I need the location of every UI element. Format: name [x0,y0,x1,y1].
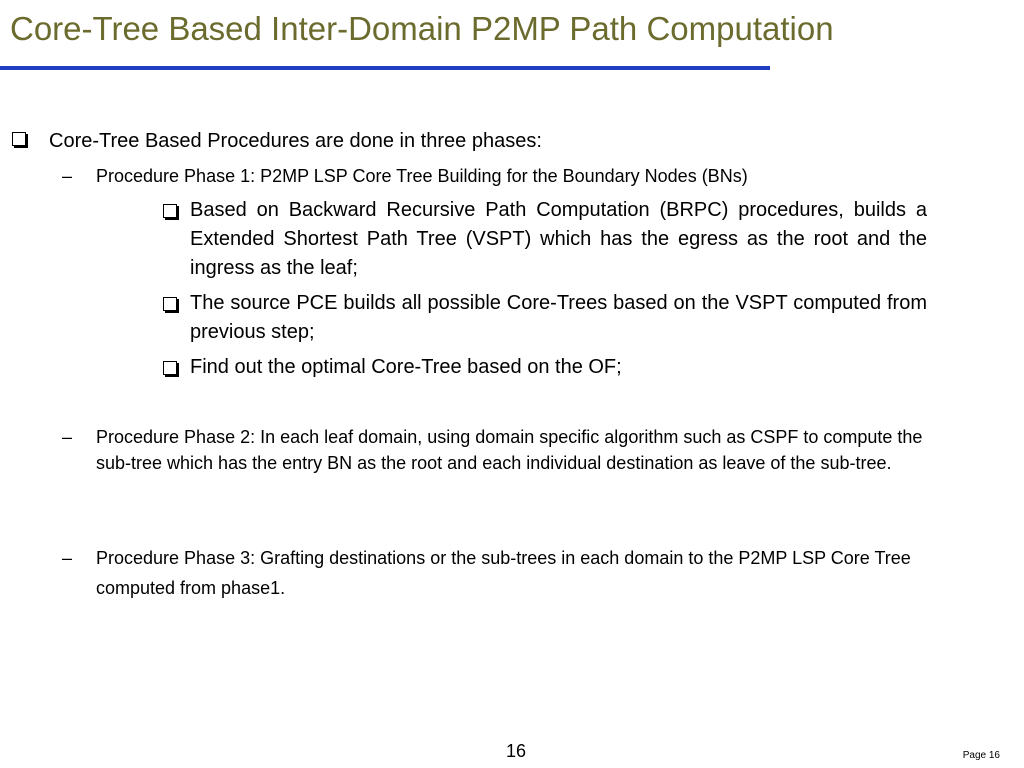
main-bullet-text: Core-Tree Based Procedures are done in three phases: [49,130,542,152]
phase1-text: Procedure Phase 1: P2MP LSP Core Tree Building for the Boundary Nodes (BNs) [96,166,748,186]
dash-bullet: – [62,166,73,186]
checkbox-bullet-icon [163,204,177,218]
slide-number: 16 [505,741,527,761]
dash-bullet: – [62,548,73,568]
checkbox-bullet-icon [163,361,177,375]
slide-title: Core-Tree Based Inter-Domain P2MP Path Computation [10,10,834,47]
phase2-text: Procedure Phase 2: In each leaf domain, using domain specific algorithm such as CSPF to compute the sub-tree which has the entry BN as the root and each individual destination as leave of the sub-tree. [96,427,923,473]
page-label: Page 16 [962,750,1000,761]
checkbox-bullet-icon [163,297,177,311]
phase1-subitem-text: Find out the optimal Core-Tree based on the OF; [190,356,622,378]
phase1-subitem-text: Based on Backward Recursive Path Computation (BRPC) procedures, builds a Extended Shortest Path Tree (VSPT) which has the egress as the root and the ingress as the leaf; [190,199,927,279]
phase1-subitem-text: The source PCE builds all possible Core-Trees based on the VSPT computed from previous step; [190,292,927,343]
checkbox-bullet-icon [12,132,26,146]
phase3-text: Procedure Phase 3: Grafting destinations or the sub-trees in each domain to the P2MP LSP Core Tree computed from phase1. [96,548,911,598]
dash-bullet: – [62,427,73,447]
